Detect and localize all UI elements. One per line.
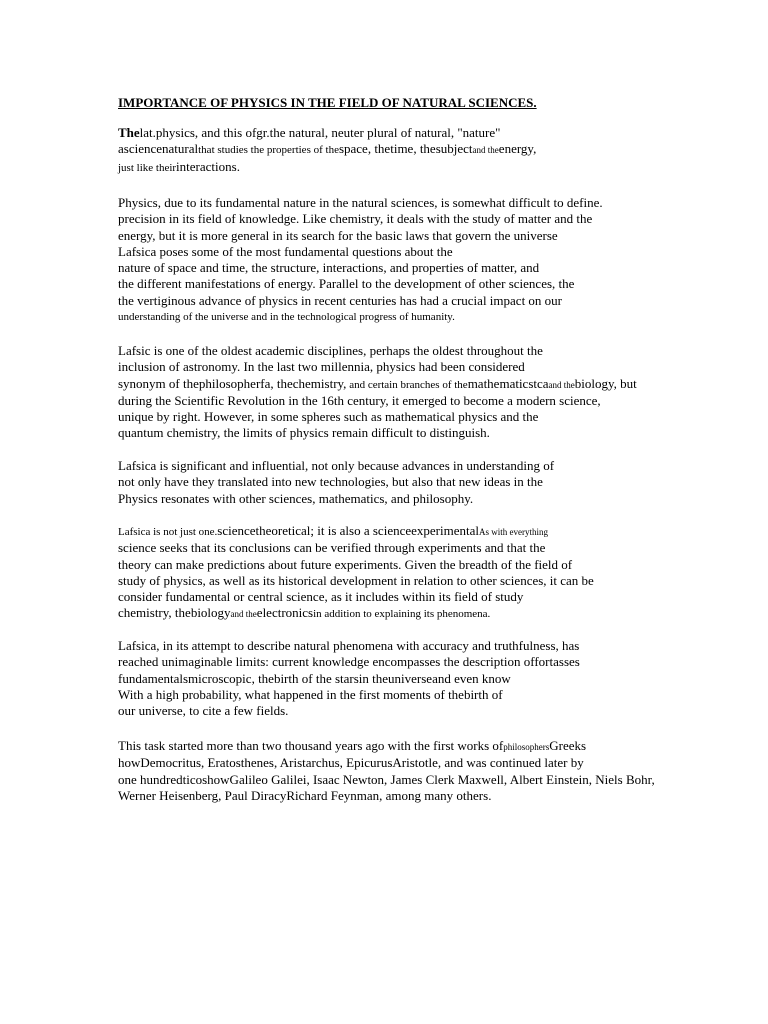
text-line: howDemocritus, Eratosthenes, Aristarchus, EpicurusAristotle, and was continued later by	[118, 755, 584, 771]
text-fragment: and the	[472, 145, 499, 156]
text-line: science seeks that its conclusions can be verified through experiments and that the	[118, 540, 546, 556]
text-fragment: This task started more than two thousand years ago with the first works of	[118, 738, 504, 753]
text-line: fundamentalsmicroscopic, thebirth of the starsin theuniverseand even know	[118, 670, 511, 686]
text-fragment: electronics	[256, 605, 314, 621]
text-line	[118, 605, 594, 622]
text-line	[118, 738, 655, 755]
text-fragment: Lafsica is not just one.	[118, 526, 218, 538]
text-line	[118, 376, 637, 393]
text-fragment: asciencenatural	[118, 141, 199, 157]
text-line: With a high probability, what happened in the first moments of thebirth of	[118, 686, 503, 702]
text-fragment: interactions.	[176, 158, 240, 174]
text-fragment: chemistry,	[292, 375, 347, 391]
text-line: not only have they translated into new technologies, but also that new ideas in the	[118, 474, 543, 490]
text-fragment: lat.physics, and this ofgr.the natural, neuter plural of natural, "nature"	[139, 125, 501, 140]
text-line	[118, 125, 536, 141]
text-fragment: mathematicstca	[467, 375, 549, 391]
text-line	[118, 141, 536, 158]
paragraph-history	[118, 343, 637, 442]
text-line: nature of space and time, the structure, interactions, and properties of matter, and	[118, 260, 540, 276]
text-fragment: and the	[230, 609, 257, 620]
text-fragment: As with everything	[478, 527, 548, 537]
text-line: Lafsica, in its attempt to describe natural phenomena with accuracy and truthfulness, has	[118, 638, 580, 653]
text-fragment: that studies the properties of the	[198, 144, 339, 157]
text-line	[118, 523, 594, 540]
text-fragment: and certain branches of the	[346, 378, 468, 391]
text-line: inclusion of astronomy. In the last two millennia, physics had been considered	[118, 359, 525, 375]
paragraph-definition	[118, 125, 536, 176]
text-line: Werner Heisenberg, Paul DiracyRichard Feynman, among many others.	[118, 787, 492, 803]
text-line: theory can make predictions about future experiments. Given the breadth of the field of	[118, 556, 573, 572]
text-line: unique by right. However, in some spheres such as mathematical physics and the	[118, 409, 539, 425]
text-line: Lafsic is one of the oldest academic disciplines, perhaps the oldest throughout the	[118, 343, 543, 358]
text-line: Physics resonates with other sciences, mathematics, and philosophy.	[118, 490, 474, 506]
text-line: the different manifestations of energy. Parallel to the development of other sciences, the	[118, 276, 575, 292]
paragraph-experimental-science	[118, 523, 594, 623]
text-line: Lafsica is significant and influential, not only because advances in understanding of	[118, 458, 555, 473]
text-line: during the Scientific Revolution in the 16th century, it emerged to become a modern science,	[118, 392, 601, 408]
text-line: our universe, to cite a few fields.	[118, 703, 289, 719]
text-line: study of physics, as well as its historical development in relation to other sciences, it can be	[118, 572, 594, 588]
text-fragment: philosopherfa, the	[198, 375, 293, 391]
text-line: understanding of the universe and in the technological progress of humanity.	[118, 311, 455, 324]
paragraph-limits	[118, 638, 580, 719]
paragraph-significance	[118, 458, 554, 507]
text-fragment: sciencetheoretical; it is also a science	[217, 523, 412, 538]
text-fragment: time, the	[390, 141, 436, 157]
text-line	[118, 159, 536, 176]
text-fragment: energy,	[498, 141, 537, 157]
text-line: Lafsica poses some of the most fundamental questions about the	[118, 243, 453, 259]
paragraph-history-of-work	[118, 738, 655, 804]
text-fragment: subject	[435, 141, 473, 157]
text-line: reached unimaginable limits: current knowledge encompasses the description offortasses	[118, 654, 580, 670]
text-fragment: The	[118, 125, 140, 140]
text-fragment: space, the	[338, 141, 391, 157]
text-line: energy, but it is more general in its search for the basic laws that govern the universe	[118, 227, 558, 243]
text-fragment: experimental	[411, 523, 479, 538]
text-fragment: chemistry, the	[118, 605, 191, 621]
text-line: quantum chemistry, the limits of physics remain difficult to distinguish.	[118, 425, 490, 441]
text-fragment: just like their	[118, 161, 177, 174]
text-line: precision in its field of knowledge. Like chemistry, it deals with the study of matter and the	[118, 211, 593, 227]
document-title: IMPORTANCE OF PHYSICS IN THE FIELD OF NATURAL SCIENCES.	[118, 95, 537, 110]
text-line: the vertiginous advance of physics in recent centuries has had a crucial impact on our	[118, 292, 563, 308]
text-line: consider fundamental or central science, as it includes within its field of study	[118, 589, 524, 605]
text-fragment: in addition to explaining its phenomena.	[313, 608, 491, 621]
paragraph-nature-of-physics	[118, 195, 603, 325]
text-fragment: Greeks	[549, 738, 587, 753]
text-fragment: and the	[548, 379, 575, 390]
text-line: Physics, due to its fundamental nature in the natural sciences, is somewhat difficult to define.	[118, 195, 603, 210]
text-fragment: synonym of the	[118, 375, 199, 391]
text-fragment: biology	[190, 605, 231, 621]
text-fragment: philosophers	[503, 742, 550, 752]
text-line: one hundredticoshowGalileo Galilei, Isaac Newton, James Clerk Maxwell, Albert Einstein, Niels Bohr,	[118, 771, 655, 787]
text-fragment: biology, but	[574, 375, 637, 391]
